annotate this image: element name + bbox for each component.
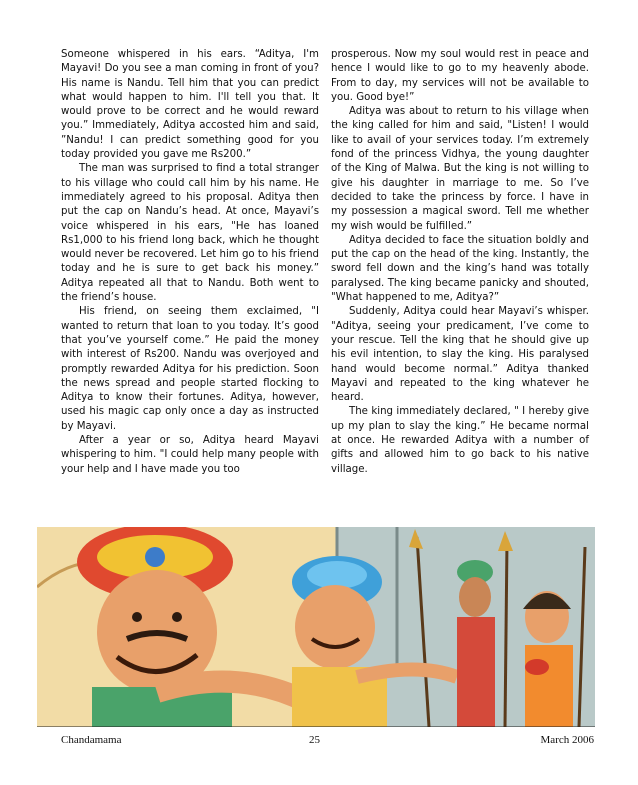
footer-issue-date: March 2006 [540, 734, 594, 746]
footer-magazine-name: Chandamama [61, 734, 122, 746]
paragraph: prosperous. Now my soul would rest in peace and hence I would like to go to my heavenly abode. From to day, my services will not be available to you. Good bye!” [331, 49, 589, 103]
story-illustration [37, 527, 595, 727]
paragraph: His friend, on seeing them exclaimed, "I wanted to return that loan to you today. It’s good that you’ve yourself come.” He paid the money with interest of Rs200. Nandu was overjoyed and promptly rewarded Aditya for his prediction. Soon the news spread and people started flocking to Aditya to know their fortunes. Aditya, however, used his magic cap only once a day as instructed by Mayavi. [61, 306, 319, 432]
paragraph: The king immediately declared, " I hereby give up my plan to slay the king.” He became normal at once. He rewarded Aditya with a number of gifts and allowed him to go back to his native village. [331, 406, 589, 475]
text-column-right [331, 48, 589, 477]
paragraph: Aditya was about to return to his village when the king called for him and said, "Listen! I would like to avail of your services today. I’m extremely fond of the princess Vidhya, the young daughter of the King of Malwa. But the king is not willing to give his daughter in marriage to me. So I’ve decided to take the princess by force. I have in my possession a magical sword. Tell me whether my wish would be fulfilled.” [331, 106, 589, 232]
illustration-art [37, 527, 595, 727]
paragraph: Suddenly, Aditya could hear Mayavi’s whisper. "Aditya, seeing your predicament, I’ve come to your rescue. Tell the king that he should give up his evil intention, to slay the king. His paralysed hand would become normal.” Aditya thanked Mayavi and repeated to the king whatever he heard. [331, 306, 589, 404]
paragraph: After a year or so, Aditya heard Mayavi whispering to him. "I could help many people with your help and I have made you too [61, 435, 319, 475]
paragraph: Someone whispered in his ears. “Aditya, I'm Mayavi! Do you see a man coming in front of you? His name is Nandu. Tell him that you can predict what would happen to him. I'll tell you that. It would prove to be correct and he would reward you.” Immediately, Aditya accosted him and said, ”Nandu! I can predict something good for you today provided you gave me Rs200.” [61, 49, 319, 161]
text-column-left [61, 48, 319, 477]
paragraph: Aditya decided to face the situation boldly and put the cap on the head of the king. Instantly, the sword fell down and the king’s hand was totally paralysed. The king became panicky and shouted, "What happened to me, Aditya?” [331, 234, 589, 304]
paragraph: The man was surprised to find a total stranger to his village who could call him by his name. He immediately agreed to his proposal. Aditya then put the cap on Nandu’s head. At once, Mayavi’s voice whispered in his ears, "He has loaned Rs1,000 to his friend long back, which he thought would never be recovered. Let him go to his friend today and he is sure to get back his money.” Aditya repeated all that to Nandu. Both went to the friend’s house. [61, 163, 319, 304]
footer-page-number: 25 [309, 734, 320, 746]
